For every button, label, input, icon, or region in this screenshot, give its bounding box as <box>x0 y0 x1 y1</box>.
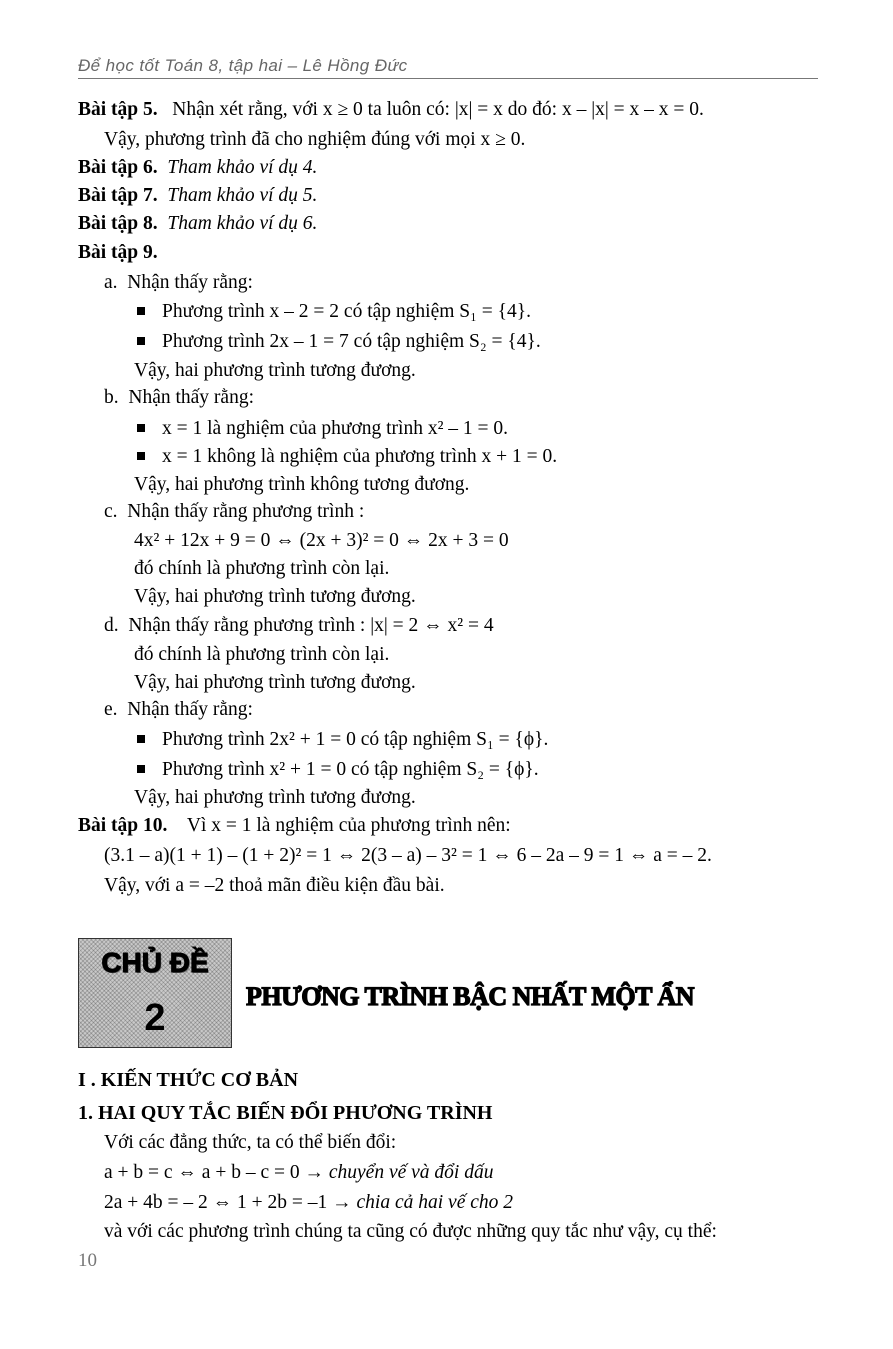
ex10-line <box>78 814 511 838</box>
ex9d-marker: d. <box>104 615 119 636</box>
body-intro: Với các đẳng thức, ta có thể biến đổi: <box>104 1132 397 1153</box>
ex9c-intro <box>104 500 364 524</box>
ex9b-marker: b. <box>104 387 119 408</box>
ex9a-conclusion: Vậy, hai phương trình tương đương. <box>134 360 416 381</box>
eq1-math: a + b = c ⇔ a + b – c = 0 → <box>104 1162 324 1183</box>
page-number: 10 <box>78 1250 97 1271</box>
ex9b-conclusion: Vậy, hai phương trình không tương đương. <box>134 474 470 495</box>
ex5-conclusion: Vậy, phương trình đã cho nghiệm đúng với mọi x ≥ 0. <box>104 129 526 150</box>
section-heading: I . KIẾN THỨC CƠ BẢN <box>78 1069 299 1091</box>
body-eq2 <box>104 1191 513 1215</box>
ex9a-bullet-1: Phương trình x – 2 = 2 có tập nghiệm S₁ = {4}. <box>162 301 532 322</box>
ex9d-note: đó chính là phương trình còn lại. <box>134 644 390 665</box>
bullet-icon <box>137 452 145 460</box>
ex7-text: Tham khảo ví dụ 5. <box>167 185 318 206</box>
body-eq1 <box>104 1161 493 1185</box>
ex9e-intro-text: Nhận thấy rằng: <box>127 699 253 720</box>
ex7-label: Bài tập 7. <box>78 185 158 206</box>
ex8-text: Tham khảo ví dụ 6. <box>167 213 318 234</box>
ex9c-equation: 4x² + 12x + 9 = 0 ⇔ (2x + 3)² = 0 ⇔ 2x + 3 = 0 <box>134 530 509 551</box>
ex9e-marker: e. <box>104 699 118 720</box>
topic-label: CHỦ ĐỀ <box>101 947 209 978</box>
bullet-icon <box>137 735 145 743</box>
ex10-text: Vì x = 1 là nghiệm của phương trình nên: <box>186 815 511 836</box>
ex9d-conclusion: Vậy, hai phương trình tương đương. <box>134 672 416 693</box>
ex9c-note: đó chính là phương trình còn lại. <box>134 558 390 579</box>
eq2-note: chia cả hai vế cho 2 <box>356 1192 514 1213</box>
ex10-label: Bài tập 10. <box>78 815 168 836</box>
ex9c-intro-text: Nhận thấy rằng phương trình : <box>127 501 365 522</box>
ex9b-bullet-2: x = 1 không là nghiệm của phương trình x + 1 = 0. <box>162 446 558 467</box>
ex6-label: Bài tập 6. <box>78 157 158 178</box>
ex6-line <box>78 156 317 180</box>
ex9e-intro <box>104 698 253 722</box>
body-outro: và với các phương trình chúng ta cũng có được những quy tắc như vậy, cụ thể: <box>104 1221 717 1242</box>
topic-box <box>78 938 232 1048</box>
ex9d-intro-text: Nhận thấy rằng phương trình : |x| = 2 ⇔ x² = 4 <box>128 615 494 636</box>
ex5-line <box>78 98 704 122</box>
ex9a-intro <box>104 271 253 295</box>
ex9a-bullet-2: Phương trình 2x – 1 = 7 có tập nghiệm S₂ = {4}. <box>162 331 541 352</box>
topic-number: 2 <box>144 997 166 1039</box>
bullet-icon <box>137 424 145 432</box>
eq2-math: 2a + 4b = – 2 ⇔ 1 + 2b = –1 → <box>104 1192 352 1213</box>
ex9a-marker: a. <box>104 272 118 293</box>
ex9c-marker: c. <box>104 501 118 522</box>
ex7-line <box>78 184 317 208</box>
ex10-conclusion: Vậy, với a = –2 thoả mãn điều kiện đầu bài. <box>104 875 445 896</box>
ex9b-intro <box>104 386 254 410</box>
header-text: Để học tốt Toán 8, tập hai – Lê Hồng Đức <box>78 56 408 75</box>
ex8-label: Bài tập 8. <box>78 213 158 234</box>
subsection-heading: 1. HAI QUY TẮC BIẾN ĐỔI PHƯƠNG TRÌNH <box>78 1102 493 1124</box>
ex8-line <box>78 212 317 236</box>
bullet-icon <box>137 337 145 345</box>
running-header <box>78 56 818 79</box>
ex9e-bullet-1: Phương trình 2x² + 1 = 0 có tập nghiệm S₁ = {ϕ}. <box>162 729 549 750</box>
ex5-label: Bài tập 5. <box>78 99 158 120</box>
ex9c-conclusion: Vậy, hai phương trình tương đương. <box>134 586 416 607</box>
ex9e-conclusion: Vậy, hai phương trình tương đương. <box>134 787 416 808</box>
ex9d-intro <box>104 614 494 638</box>
ex6-text: Tham khảo ví dụ 4. <box>167 157 318 178</box>
ex9b-bullet-1: x = 1 là nghiệm của phương trình x² – 1 = 0. <box>162 418 509 439</box>
ex9-label: Bài tập 9. <box>78 242 158 263</box>
bullet-icon <box>137 307 145 315</box>
bullet-icon <box>137 765 145 773</box>
eq1-note: chuyển vế và đổi dấu <box>328 1162 494 1183</box>
ex10-equation: (3.1 – a)(1 + 1) – (1 + 2)² = 1 ⇔ 2(3 – a) – 3² = 1 ⇔ 6 – 2a – 9 = 1 ⇔ a = – 2. <box>104 845 712 866</box>
ex9b-intro-text: Nhận thấy rằng: <box>128 387 255 408</box>
topic-title: PHƯƠNG TRÌNH BẬC NHẤT MỘT ẨN <box>246 982 695 1011</box>
ex5-text: Nhận xét rằng, với x ≥ 0 ta luôn có: |x| = x do đó: x – |x| = x – x = 0. <box>172 99 704 120</box>
ex9e-bullet-2: Phương trình x² + 1 = 0 có tập nghiệm S₂ = {ϕ}. <box>162 759 539 780</box>
ex9a-intro-text: Nhận thấy rằng: <box>127 272 253 293</box>
